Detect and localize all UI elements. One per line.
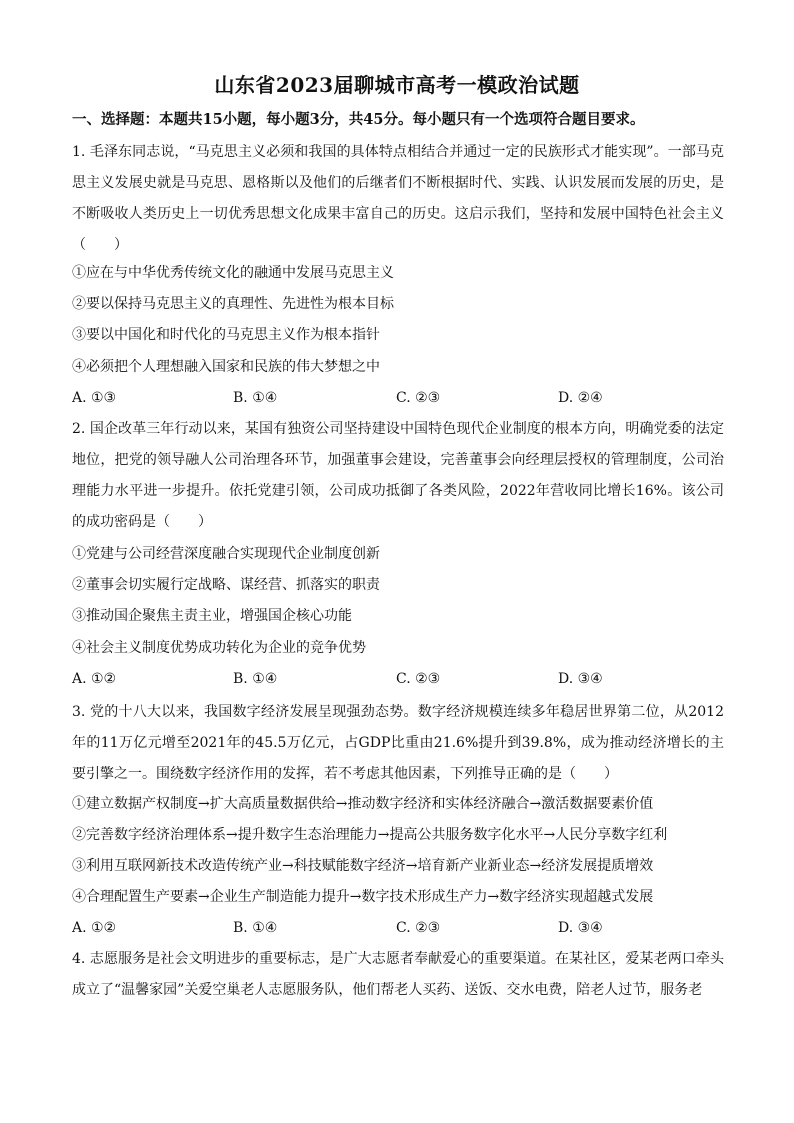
- question-3-options: [72, 918, 732, 938]
- question-1-item-4: ④必须把个人理想融入国家和民族的伟大梦想之中: [72, 359, 380, 375]
- question-1-option-c[interactable]: C. ②③: [396, 390, 441, 406]
- question-1-stem: 1. 毛泽东同志说，“马克思主义必须和我国的具体特点相结合并通过一定的民族形式才能实现”。一部马克思主义发展史就是马克思、恩格斯以及他们的后继者们不断根据时代、实践、认识发展而发展的历史，是不断吸收人类历史上一切优秀思想文化成果丰富自己的历史。这启示我们，坚持和发展中国特色社会主义（ ）: [72, 144, 724, 253]
- question-2-item-3: ③推动国企聚焦主责主业，增强国企核心功能: [72, 608, 352, 624]
- question-4-stem: 4. 志愿服务是社会文明进步的重要标志，是广大志愿者奉献爱心的重要渠道。在某社区，爱某老两口牵头成立了“温馨家园”关爱空巢老人志愿服务队，他们帮老人买药、送饭、交水电费，陪老人过节，服务老: [72, 951, 724, 998]
- question-3-item-1: ①建立数据产权制度→扩大高质量数据供给→推动数字经济和实体经济融合→激活数据要素价值: [72, 796, 654, 812]
- question-1-item-1: ①应在与中华优秀传统文化的融通中发展马克思主义: [72, 265, 394, 281]
- question-3-option-d[interactable]: D. ③④: [558, 920, 603, 936]
- question-2-item-1: ①党建与公司经营深度融合实现现代企业制度创新: [72, 546, 380, 562]
- question-3-item-2: ②完善数字经济治理体系→提升数字生态治理能力→提高公共服务数字化水平→人民分享数字红利: [72, 827, 668, 843]
- question-1-option-b[interactable]: B. ①④: [233, 390, 278, 406]
- question-3-option-c[interactable]: C. ②③: [396, 920, 441, 936]
- question-3-stem: 3. 党的十八大以来，我国数字经济发展呈现强劲态势。数字经济规模连续多年稳居世界第二位，从2012年的11万亿元增至2021年的45.5万亿元，占GDP比重由21.6%提升到39.8%，成为推动经济增长的主要引擎之一。围绕数字经济作用的发挥，若不考虑其他因素，下列推导正确的是（ ）: [72, 704, 724, 782]
- question-2-stem: 2. 国企改革三年行动以来，某国有独资公司坚持建设中国特色现代企业制度的根本方向，明确党委的法定地位，把党的领导融人公司治理各环节，加强董事会建设，完善董事会向经理层授权的管理制度，公司治理能力水平进一步提升。依托党建引领，公司成功抵御了各类风险，2022年营收同比增长16%。该公司的成功密码是（ ）: [72, 421, 724, 530]
- question-1-option-a[interactable]: A. ①③: [72, 390, 117, 406]
- question-3-option-b[interactable]: B. ①④: [233, 920, 278, 936]
- question-2-item-2: ②董事会切实履行定战略、谋经营、抓落实的职责: [72, 577, 380, 593]
- page-title: 山东省2023届聊城市高考一模政治试题: [214, 73, 580, 97]
- question-3-item-3: ③利用互联网新技术改造传统产业→科技赋能数字经济→培育新产业新业态→经济发展提质增效: [72, 858, 654, 874]
- question-2-option-a[interactable]: A. ①②: [72, 671, 117, 687]
- question-1-item-3: ③要以中国化和时代化的马克思主义作为根本指针: [72, 327, 380, 343]
- question-3-option-a[interactable]: A. ①②: [72, 920, 117, 936]
- question-3-item-4: ④合理配置生产要素→企业生产制造能力提升→数字技术形成生产力→数字经济实现超越式发展: [72, 889, 654, 905]
- question-2-options: [72, 669, 732, 689]
- question-2-item-4: ④社会主义制度优势成功转化为企业的竞争优势: [72, 640, 366, 656]
- question-2-option-c[interactable]: C. ②③: [396, 671, 441, 687]
- section-heading: 一、选择题：本题共15小题，每小题3分，共45分。每小题只有一个选项符合题目要求。: [72, 111, 645, 128]
- question-1-option-d[interactable]: D. ②④: [558, 390, 603, 406]
- question-1-options: [72, 388, 732, 408]
- question-1-item-2: ②要以保持马克思主义的真理性、先进性为根本目标: [72, 296, 394, 312]
- question-2-option-d[interactable]: D. ③④: [558, 671, 603, 687]
- question-2-option-b[interactable]: B. ①④: [233, 671, 278, 687]
